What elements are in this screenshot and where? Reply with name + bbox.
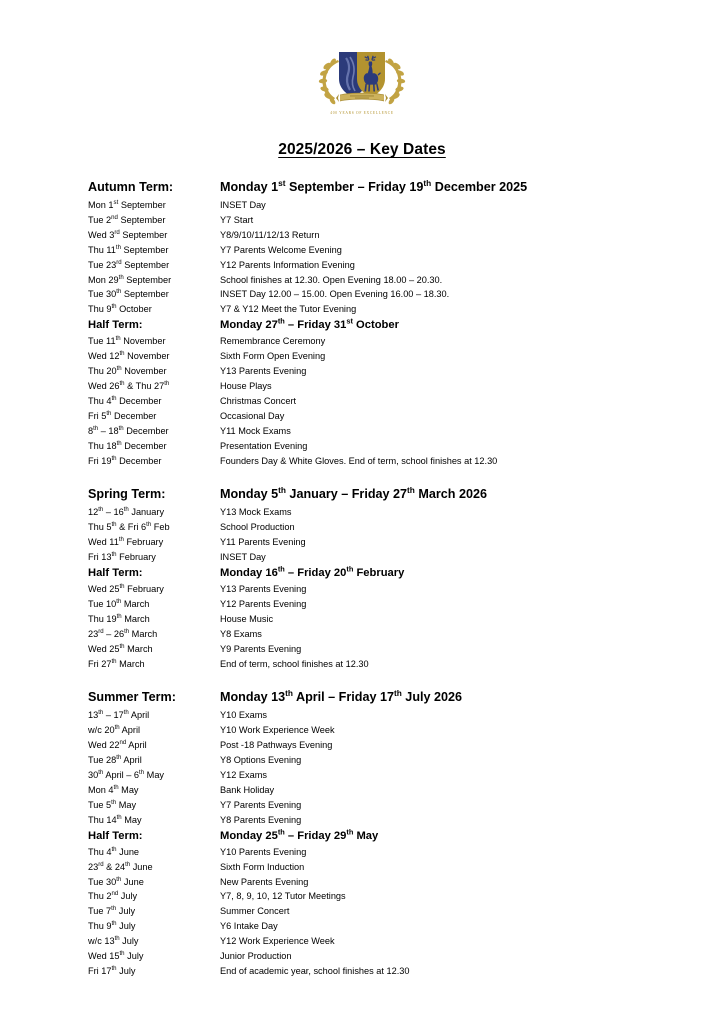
date-cell: Mon 29th September — [88, 274, 172, 285]
event-cell: Y12 Parents Information Evening — [220, 259, 355, 270]
date-cell: Fri 5th December — [88, 410, 157, 421]
crest-motto-text: 400 YEARS OF EXCELLENCE — [330, 111, 394, 115]
laurel-right — [385, 57, 405, 105]
date-row — [88, 738, 648, 753]
event-cell: Junior Production — [220, 951, 292, 962]
date-cell: Tue 5th May — [88, 799, 137, 810]
term-name: Spring Term: — [88, 487, 166, 502]
date-row — [88, 243, 648, 258]
event-cell: Y10 Work Experience Week — [220, 725, 335, 736]
half-term-label: Half Term: — [88, 319, 143, 332]
date-row — [88, 708, 648, 723]
date-cell: 23rd – 26th March — [88, 628, 158, 639]
event-cell: Y7, 8, 9, 10, 12 Tutor Meetings — [220, 891, 346, 902]
event-cell: Y12 Exams — [220, 770, 267, 781]
event-cell: Y11 Mock Exams — [220, 425, 291, 436]
date-cell: Thu 19th March — [88, 613, 150, 624]
date-cell: Thu 18th December — [88, 440, 167, 451]
date-cell: Tue 30th September — [88, 289, 169, 300]
event-cell: Bank Holiday — [220, 785, 275, 795]
date-row — [88, 860, 648, 875]
date-row — [88, 258, 648, 273]
date-row — [88, 934, 648, 949]
date-row — [88, 582, 648, 597]
event-cell: INSET Day — [220, 552, 266, 563]
event-cell: Y7 Start — [220, 214, 254, 225]
event-cell: Sixth Form Open Evening — [220, 351, 326, 362]
event-cell: Sixth Form Induction — [220, 861, 305, 872]
event-cell: Christmas Concert — [220, 395, 297, 406]
half-term-range: Monday 25th – Friday 29th May — [220, 826, 379, 842]
date-row — [88, 454, 648, 469]
date-cell: w/c 13th July — [88, 936, 139, 947]
event-cell: Y7 Parents Evening — [220, 799, 302, 810]
date-row — [88, 657, 648, 672]
date-row — [88, 424, 648, 439]
event-cell: Y12 Work Experience Week — [220, 936, 335, 947]
date-row — [88, 964, 648, 979]
date-row — [88, 334, 648, 349]
term-block — [88, 485, 648, 671]
page-title-text: 2025/2026 – Key Dates — [278, 141, 446, 158]
event-cell: Occasional Day — [220, 410, 285, 421]
date-cell: Wed 22nd April — [88, 740, 147, 751]
date-row — [88, 535, 648, 550]
date-row — [88, 627, 648, 642]
date-row — [88, 409, 648, 424]
event-cell: Y12 Parents Evening — [220, 598, 307, 609]
half-term-range: Monday 27th – Friday 31st October — [220, 316, 399, 332]
event-cell: Y13 Parents Evening — [220, 366, 307, 377]
date-row — [88, 889, 648, 904]
date-cell: Wed 11th February — [88, 537, 164, 548]
event-cell: Presentation Evening — [220, 440, 308, 451]
event-cell: Post -18 Pathways Evening — [220, 740, 333, 751]
event-cell: Y6 Intake Day — [220, 921, 278, 932]
event-cell: Remembrance Ceremony — [220, 336, 326, 347]
date-cell: Mon 4th May — [88, 784, 139, 795]
event-cell: Y8 Exams — [220, 628, 262, 639]
date-cell: Fri 19th December — [88, 455, 162, 466]
term-block — [88, 178, 648, 468]
date-cell: Tue 11th November — [88, 336, 166, 347]
event-cell: School Production — [220, 522, 295, 533]
event-cell: Y13 Mock Exams — [220, 507, 292, 518]
date-row — [88, 875, 648, 890]
date-row — [88, 919, 648, 934]
date-cell: 13th – 17th April — [88, 710, 150, 721]
date-row — [88, 597, 648, 612]
date-cell: Wed 25th March — [88, 643, 153, 654]
date-cell: Tue 10th March — [88, 598, 150, 609]
key-dates-schedule — [88, 178, 648, 979]
event-cell: Y7 & Y12 Meet the Tutor Evening — [220, 304, 357, 315]
date-row — [88, 379, 648, 394]
laurel-left — [319, 57, 339, 105]
event-cell: Y8 Options Evening — [220, 755, 302, 766]
event-cell: Y7 Parents Welcome Evening — [220, 244, 342, 255]
term-heading-row — [88, 178, 648, 197]
half-term-row — [88, 317, 648, 334]
event-cell: Y13 Parents Evening — [220, 584, 307, 595]
date-row — [88, 520, 648, 535]
date-cell: Thu 9th July — [88, 921, 136, 932]
date-cell: Thu 5th & Fri 6th Feb — [88, 522, 170, 533]
date-cell: Wed 26th & Thu 27th — [88, 380, 170, 391]
date-cell: 8th – 18th December — [88, 425, 169, 436]
event-cell: Y11 Parents Evening — [220, 537, 306, 548]
date-row — [88, 287, 648, 302]
crest-banner — [336, 93, 388, 102]
date-cell: Tue 30th June — [88, 876, 144, 887]
date-cell: w/c 20th April — [88, 725, 141, 736]
date-row — [88, 642, 648, 657]
half-term-range: Monday 16th – Friday 20th February — [220, 564, 405, 580]
half-term-label: Half Term: — [88, 829, 143, 842]
date-cell: 30th April – 6th May — [88, 770, 165, 781]
date-row — [88, 349, 648, 364]
date-row — [88, 904, 648, 919]
term-date-range: Monday 1st September – Friday 19th December 2025 — [220, 177, 528, 194]
term-heading-row — [88, 485, 648, 504]
event-cell: End of academic year, school finishes at 12.30 — [220, 965, 410, 976]
date-cell: Mon 1st September — [88, 199, 166, 210]
date-cell: Thu 20th November — [88, 366, 167, 377]
crest-graphic — [314, 44, 410, 110]
event-cell: Y10 Parents Evening — [220, 846, 307, 857]
date-row — [88, 302, 648, 317]
date-row — [88, 213, 648, 228]
term-name: Autumn Term: — [88, 180, 174, 194]
term-date-range: Monday 5th January – Friday 27th March 2026 — [220, 485, 487, 502]
date-row — [88, 753, 648, 768]
event-cell: INSET Day — [220, 200, 266, 210]
event-cell: Summer Concert — [220, 906, 290, 917]
date-row — [88, 783, 648, 798]
date-cell: Wed 3rd September — [88, 229, 168, 240]
date-row — [88, 798, 648, 813]
date-cell: Wed 12th November — [88, 351, 170, 362]
term-date-range: Monday 13th April – Friday 17th July 2026 — [220, 688, 463, 705]
date-row — [88, 198, 648, 213]
event-cell: INSET Day 12.00 – 15.00. Open Evening 16.00 – 18.30. — [220, 289, 450, 300]
date-row — [88, 273, 648, 288]
event-cell: Y8/9/10/11/12/13 Return — [220, 229, 320, 240]
event-cell: New Parents Evening — [220, 876, 309, 887]
date-row — [88, 813, 648, 828]
date-row — [88, 439, 648, 454]
event-cell: House Music — [220, 613, 274, 624]
date-cell: Fri 17th July — [88, 965, 136, 976]
event-cell: Y10 Exams — [220, 710, 267, 721]
event-cell: Y9 Parents Evening — [220, 643, 302, 654]
date-row — [88, 364, 648, 379]
half-term-row — [88, 828, 648, 845]
date-row — [88, 228, 648, 243]
term-name: Summer Term: — [88, 690, 176, 705]
date-row — [88, 768, 648, 783]
date-cell: Thu 14th May — [88, 814, 142, 825]
half-term-label: Half Term: — [88, 567, 143, 580]
event-cell: House Plays — [220, 380, 272, 391]
date-cell: Thu 9th October — [88, 304, 152, 315]
page-title — [0, 141, 724, 159]
event-cell: End of term, school finishes at 12.30 — [220, 658, 369, 669]
event-cell: Y8 Parents Evening — [220, 814, 302, 825]
half-term-row — [88, 565, 648, 582]
date-cell: Fri 13th February — [88, 552, 156, 563]
date-cell: 12th – 16th January — [88, 507, 165, 518]
date-cell: Tue 7th July — [88, 906, 136, 917]
term-block — [88, 688, 648, 978]
event-cell: Founders Day & White Gloves. End of term, school finishes at 12.30 — [220, 455, 498, 466]
date-row — [88, 505, 648, 520]
date-cell: Thu 11th September — [88, 244, 169, 255]
date-row — [88, 394, 648, 409]
date-cell: Thu 4th June — [88, 846, 140, 857]
date-row — [88, 550, 648, 565]
term-heading-row — [88, 688, 648, 707]
school-crest — [0, 44, 724, 115]
date-cell: Wed 15th July — [88, 951, 144, 962]
date-cell: Thu 2nd July — [88, 891, 138, 902]
date-row — [88, 845, 648, 860]
date-cell: Wed 25th February — [88, 583, 164, 595]
date-row — [88, 723, 648, 738]
date-cell: Thu 4th December — [88, 395, 162, 406]
date-cell: Tue 2nd September — [88, 214, 166, 225]
date-row — [88, 612, 648, 627]
date-cell: Tue 28th April — [88, 755, 142, 766]
date-cell: Fri 27th March — [88, 658, 145, 669]
date-row — [88, 949, 648, 964]
event-cell: School finishes at 12.30. Open Evening 18.00 – 20.30. — [220, 274, 443, 285]
date-cell: 23rd & 24th June — [88, 861, 153, 872]
date-cell: Tue 23rd September — [88, 259, 170, 270]
